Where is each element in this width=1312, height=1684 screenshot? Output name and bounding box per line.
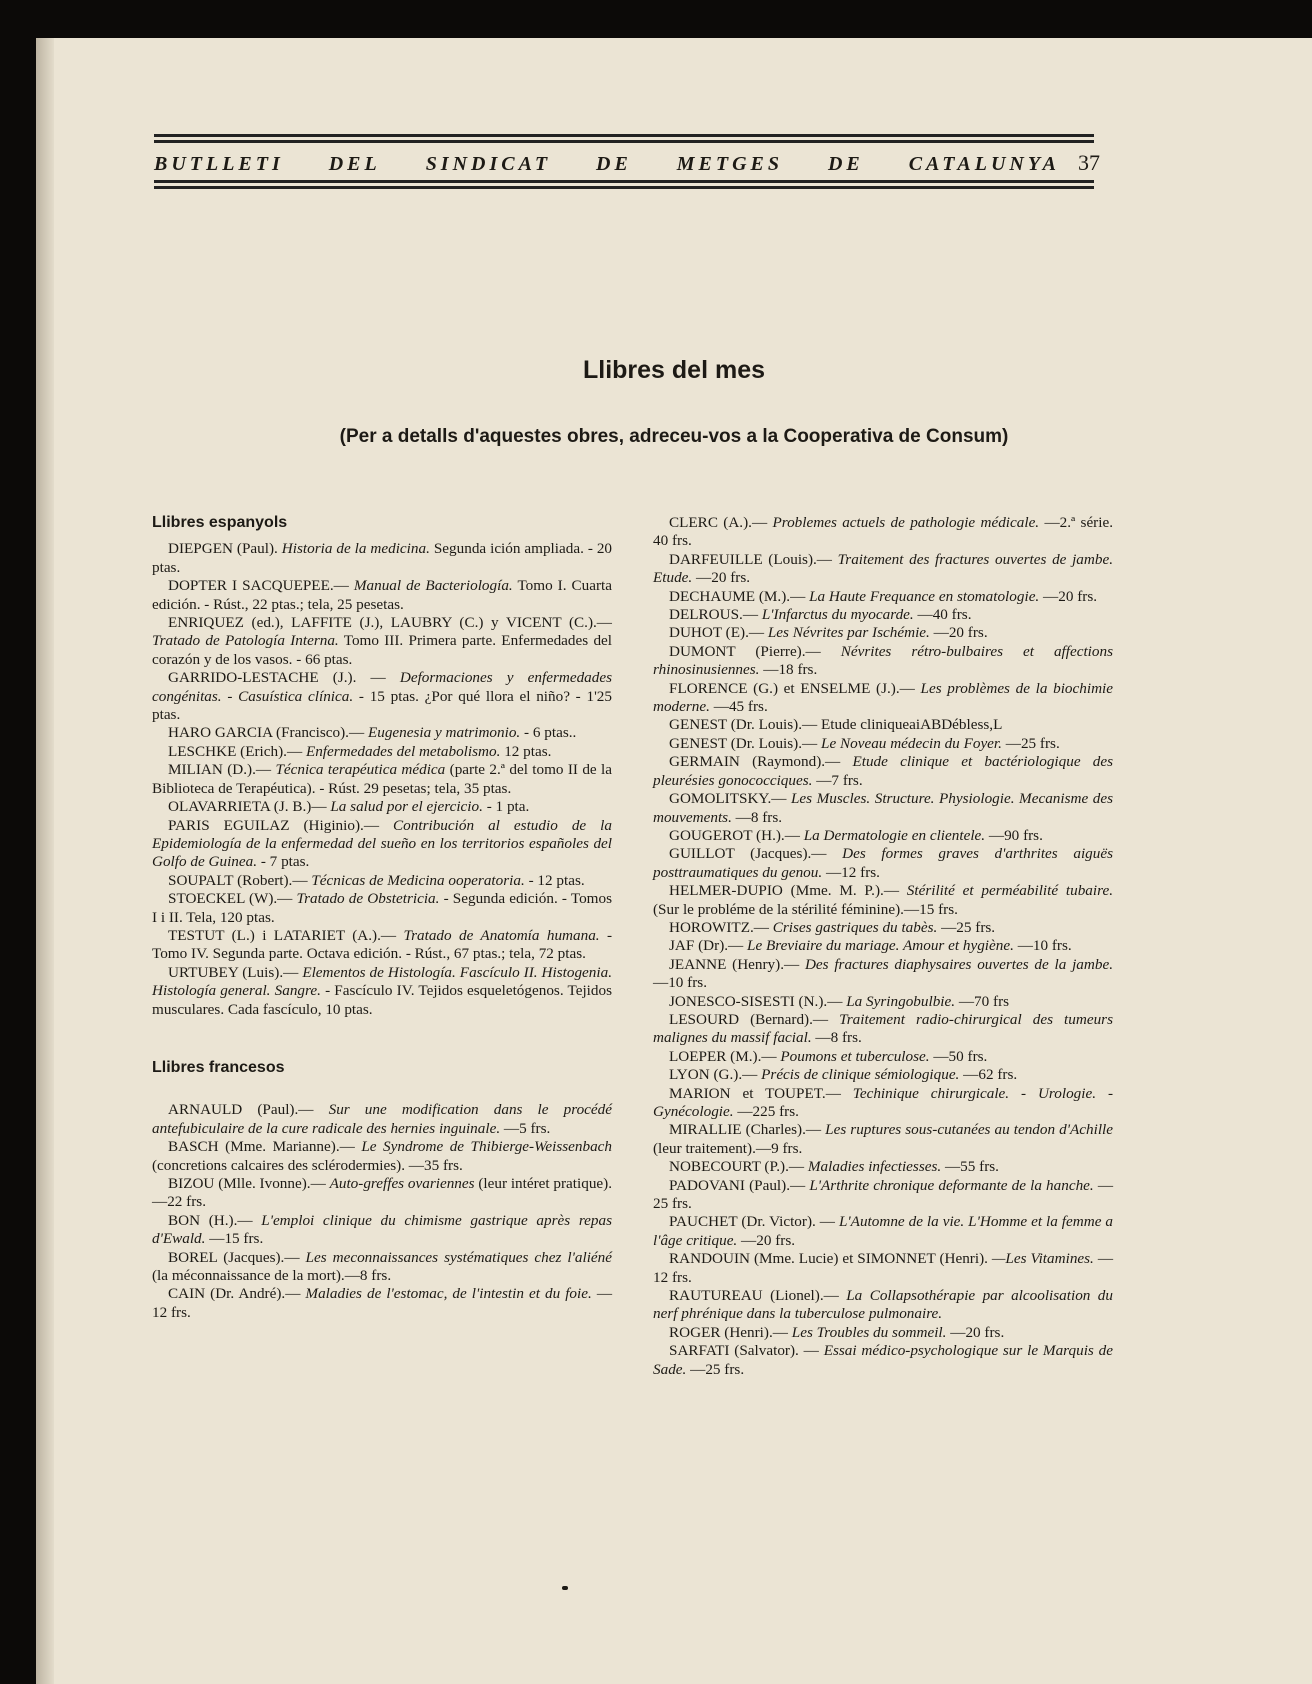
book-author: BON (H.).— — [168, 1211, 253, 1229]
book-author: GENEST (Dr. Louis).— — [669, 716, 818, 734]
book-details: - Fascículo IV. Tejidos esqueletógenos. Tejidos musculares. Cada fascículo, 10 ptas. — [152, 982, 612, 1018]
book-author: RAUTUREAU (Lionel).— — [669, 1287, 839, 1305]
book-author: LESOURD (Bernard).— — [669, 1010, 829, 1028]
book-entry — [152, 872, 612, 890]
book-details: (leur traitement).—9 frs. — [653, 1139, 803, 1157]
book-details: —15 frs. — [209, 1230, 264, 1248]
book-entry — [653, 882, 1113, 919]
book-author: MIRALLIE (Charles).— — [669, 1121, 822, 1139]
book-entry — [152, 1285, 612, 1322]
book-details: —25 frs. — [653, 1176, 1114, 1213]
spanish-book-list — [152, 540, 612, 1019]
book-details: (parte 2.ª del tomo II de la Biblioteca de Terapéutica). - Rúst. 29 pesetas; tela, 35 ptas. — [152, 761, 612, 797]
book-title: Des fractures diaphysaires ouvertes de la jambe. — [804, 955, 1113, 973]
book-entry — [653, 1158, 1113, 1176]
book-entry — [152, 669, 612, 724]
book-title: Elementos de Histología. Fascículo II. Histogenia. Histología general. Sangre. — [152, 963, 613, 1000]
book-entry — [653, 937, 1113, 955]
header-top-rules — [154, 134, 1094, 146]
book-entry — [152, 964, 612, 1019]
book-details: —2.ª série. 40 frs. — [653, 514, 1113, 550]
book-entry — [152, 890, 612, 927]
book-title: L'emploi clinique du chimisme gastrique après repas d'Ewald. — [152, 1211, 612, 1248]
book-details: —45 frs. — [713, 698, 768, 716]
book-details: —25 frs. — [1005, 734, 1060, 752]
book-details: —20 frs. — [741, 1231, 796, 1249]
running-header-word: DEL — [328, 153, 381, 175]
book-title: Essai médico-psychologique sur le Marquis de Sade. — [653, 1342, 1113, 1378]
book-details: - 6 ptas.. — [524, 724, 577, 742]
book-author: GOMOLITSKY.— — [669, 790, 787, 808]
book-title: Enfermedades del metabolismo. — [305, 742, 501, 760]
book-author: HARO GARCIA (Francisco).— — [168, 724, 365, 742]
book-title: Les Muscles. Structure. Physiologie. Mecanisme des mouvements. — [653, 790, 1114, 826]
book-author: HOROWITZ.— — [669, 918, 769, 936]
book-title: La salud por el ejercicio. — [330, 798, 483, 816]
book-title: Les Névrites par Ischémie. — [767, 624, 930, 642]
book-title: Técnica terapéutica médica — [275, 761, 446, 779]
book-author: MARION et TOUPET.— — [669, 1084, 841, 1102]
book-author: BOREL (Jacques).— — [168, 1248, 300, 1266]
book-entry — [653, 1121, 1113, 1158]
book-author: FLORENCE (G.) et ENSELME (J.).— — [669, 679, 915, 697]
book-author: LOEPER (M.).— — [669, 1047, 777, 1065]
book-author: NOBECOURT (P.).— — [669, 1158, 805, 1176]
book-entry — [653, 753, 1113, 790]
book-entry — [152, 1249, 612, 1286]
book-entry — [653, 1324, 1113, 1342]
book-entry — [653, 790, 1113, 827]
book-details: —20 frs. — [950, 1323, 1005, 1341]
book-details: —70 frs — [958, 992, 1010, 1010]
running-header-word: BUTLLETI — [154, 153, 284, 175]
book-author: LYON (G.).— — [669, 1066, 758, 1084]
book-author: PADOVANI (Paul).— — [669, 1176, 806, 1194]
book-author: PARIS EGUILAZ (Higinio).— — [168, 816, 380, 834]
book-title: Les Troubles du sommeil. — [791, 1323, 947, 1341]
book-entry — [653, 956, 1113, 993]
book-details: —18 frs. — [763, 661, 818, 679]
book-title: L'Arthrite chronique deformante de la hanche. — [809, 1176, 1094, 1194]
document-page — [36, 38, 1312, 1684]
book-author: JAF (Dr).— — [669, 937, 744, 955]
page-subtitle: (Per a detalls d'aquestes obres, adreceu-vos a la Cooperativa de Consum) — [339, 426, 1009, 447]
book-details: - 7 ptas. — [260, 853, 310, 871]
book-details: - Tomo IV. Segunda parte. Octava edición. - Rúst., 67 ptas.; tela, 72 ptas. — [152, 926, 613, 963]
book-details: —225 frs. — [737, 1103, 799, 1120]
book-details: —55 frs. — [944, 1158, 999, 1176]
book-entry — [152, 761, 612, 798]
book-entry — [653, 1177, 1113, 1214]
book-details: —12 frs. — [653, 1250, 1113, 1286]
book-title: Historia de la medicina. — [281, 540, 430, 558]
book-entry — [152, 927, 612, 964]
book-author: ROGER (Henri).— — [669, 1323, 788, 1341]
running-header — [154, 150, 1100, 176]
book-title: La Dermatologie en clientele. — [803, 826, 986, 844]
book-title: Problemes actuels de pathologie médicale. — [772, 514, 1040, 531]
book-title: Tratado de Patología Interna. — [152, 632, 339, 650]
book-author: GOUGEROT (H.).— — [669, 826, 800, 844]
book-entry — [653, 735, 1113, 753]
right-column — [653, 514, 1113, 1379]
book-details: —62 frs. — [963, 1066, 1018, 1084]
page-spine-shadow — [36, 38, 54, 1684]
book-title: Des formes graves d'arthrites aiguës posttraumatiques du genou. — [653, 845, 1114, 881]
book-entry — [653, 680, 1113, 717]
book-entry — [653, 1250, 1113, 1287]
book-details: (Sur le probléme de la stérilité féminine).—15 frs. — [653, 900, 958, 918]
book-author: SOUPALT (Robert).— — [168, 871, 308, 889]
book-details: - Segunda edición. - Tomos I i II. Tela, 120 ptas. — [152, 890, 612, 926]
running-header-word: SINDICAT — [425, 153, 552, 175]
book-entry — [152, 1212, 612, 1249]
book-entry — [152, 540, 612, 577]
book-title: Auto-greffes ovariennes — [329, 1175, 475, 1192]
book-author: DIEPGEN (Paul). — [168, 540, 278, 558]
book-title: Deformaciones y enfermedades congénitas. - Casuística clínica. — [152, 669, 612, 705]
book-details: —25 frs. — [690, 1360, 745, 1378]
book-title: Maladies de l'estomac, de l'intestin et du foie. — [305, 1285, 592, 1303]
book-entry — [653, 551, 1113, 588]
section-heading-french: Llibres francesos — [152, 1058, 285, 1076]
book-details: —40 frs. — [917, 606, 972, 624]
ink-speck — [562, 1586, 568, 1590]
book-details: —10 frs. — [653, 974, 707, 992]
book-details: —20 frs. — [1043, 587, 1098, 605]
book-title: Traitement des fractures ouvertes de jambe. Etude. — [653, 550, 1113, 587]
book-entry — [653, 1066, 1113, 1084]
book-details: —20 frs. — [696, 569, 751, 587]
book-author: CAIN (Dr. André).— — [168, 1285, 301, 1303]
book-title: Techinique chirurgicale. - Urologie. - Gynécologie. — [653, 1084, 1113, 1120]
book-entry — [653, 1011, 1113, 1048]
book-details: Segunda ición ampliada. - 20 ptas. — [152, 540, 613, 576]
book-author: GERMAIN (Raymond).— — [669, 753, 841, 771]
book-details: (la méconnaissance de la mort).—8 frs. — [152, 1267, 392, 1285]
book-author: OLAVARRIETA (J. B.)— — [168, 798, 327, 816]
book-title: Poumons et tuberculose. — [780, 1047, 930, 1065]
book-title: Técnicas de Medicina ooperatoria. — [311, 871, 525, 889]
book-author: DECHAUME (M.).— — [669, 587, 806, 605]
book-title: Les problèmes de la biochimie moderne. — [653, 679, 1114, 716]
book-author: GENEST (Dr. Louis).— — [669, 734, 818, 752]
book-title: Manual de Bacteriología. — [353, 577, 513, 595]
book-title: Le Syndrome de Thibierge-Weissenbach — [361, 1138, 612, 1156]
book-details: —90 frs. — [988, 826, 1043, 844]
book-entry — [152, 724, 612, 742]
book-entry — [653, 643, 1113, 680]
book-author: JEANNE (Henry).— — [669, 955, 800, 973]
book-title: Stérilité et perméabilité tubaire. — [906, 882, 1113, 900]
book-entry — [152, 743, 612, 761]
book-entry — [653, 588, 1113, 606]
book-entry — [653, 514, 1113, 551]
book-title: Névrites rétro-bulbaires et affections rhinosinusiennes. — [653, 642, 1114, 679]
book-entry — [653, 606, 1113, 624]
running-header-title — [154, 153, 1078, 176]
book-title: Les meconnaissances systématiques chez l'aliéné — [305, 1248, 612, 1266]
french-book-list-part2 — [653, 514, 1113, 1379]
book-title: Traitement radio-chirurgical des tumeurs malignes du massif facial. — [653, 1010, 1113, 1047]
book-entry — [152, 1175, 612, 1212]
book-title: Tratado de Anatomía humana. — [403, 926, 600, 944]
book-entry — [152, 1101, 612, 1138]
book-details: —8 frs. — [815, 1029, 862, 1047]
book-author: DUHOT (E).— — [669, 624, 765, 642]
book-entry — [653, 845, 1113, 882]
book-entry — [152, 798, 612, 816]
book-author: PAUCHET (Dr. Victor). — — [669, 1213, 835, 1231]
book-author: DARFEUILLE (Louis).— — [669, 550, 832, 568]
book-author: URTUBEY (Luis).— — [168, 963, 299, 981]
header-bottom-rules — [154, 180, 1094, 192]
book-title: Etude clinique et bactériologique des pleurésies gonococciques. — [653, 753, 1114, 789]
book-details: 12 ptas. — [504, 742, 552, 760]
book-author: SARFATI (Salvator). — — [669, 1342, 819, 1360]
book-entry — [152, 614, 612, 669]
running-header-word: METGES — [676, 153, 784, 175]
book-author: RANDOUIN (Mme. Lucie) et SIMONNET (Henri). — [669, 1250, 988, 1268]
book-title: L'Automne de la vie. L'Homme et la femme a l'âge critique. — [653, 1213, 1114, 1249]
book-title: Eugenesia y matrimonio. — [367, 724, 521, 742]
book-title: La Syringobulbie. — [846, 992, 956, 1010]
book-author: ENRIQUEZ (ed.), LAFFITE (J.), LAUBRY (C.) y VICENT (C.).— — [168, 614, 612, 632]
book-title: Tratado de Obstetricia. — [296, 890, 440, 908]
book-details: - 15 ptas. ¿Por qué llora el niño? - 1'25 ptas. — [152, 687, 612, 724]
book-details: (leur intéret pratique).—22 frs. — [152, 1175, 613, 1211]
book-entry — [152, 817, 612, 872]
book-author: BASCH (Mme. Marianne).— — [168, 1138, 355, 1156]
book-title: Crises gastriques du tabès. — [772, 918, 938, 936]
book-entry — [152, 577, 612, 614]
page-title: Llibres del mes — [582, 356, 766, 384]
book-entry — [653, 1287, 1113, 1324]
book-entry — [653, 919, 1113, 937]
book-title: Les ruptures sous-cutanées au tendon d'Achille — [825, 1121, 1113, 1139]
book-details: —25 frs. — [941, 918, 996, 936]
book-title: Le Breviaire du mariage. Amour et hygiène. — [747, 937, 1014, 955]
book-title: La Collapsothérapie par alcoolisation du nerf phrénique dans la tuberculose pulmonaire. — [653, 1287, 1113, 1323]
book-entry — [653, 1213, 1113, 1250]
running-header-word: DE — [596, 153, 632, 175]
book-details: —5 frs. — [503, 1119, 551, 1137]
book-details: - 1 pta. — [486, 798, 530, 816]
book-author: STOECKEL (W).— — [168, 890, 293, 908]
left-column — [152, 514, 612, 1322]
french-book-list-part1 — [152, 1101, 612, 1322]
book-author: GARRIDO-LESTACHE (J.). — — [168, 669, 386, 687]
book-details: Tomo III. Primera parte. Enfermedades del corazón y de los vasos. - 66 ptas. — [152, 632, 612, 668]
book-author: ARNAULD (Paul).— — [168, 1101, 314, 1119]
book-author: LESCHKE (Erich).— — [168, 742, 303, 760]
book-details: —12 frs. — [152, 1285, 612, 1321]
book-details: - 12 ptas. — [528, 871, 585, 889]
book-title: Maladies infectiesses. — [807, 1158, 942, 1176]
book-details: —7 frs. — [816, 771, 863, 789]
book-title: Le Noveau médecin du Foyer. — [821, 734, 1002, 752]
book-title: —Les Vitamines. — [991, 1250, 1094, 1268]
section-heading-spanish: Llibres espanyols — [152, 514, 288, 531]
book-details: Tomo I. Cuarta edición. - Rúst., 22 ptas.; tela, 25 pesetas. — [152, 577, 612, 613]
book-author: DOPTER I SACQUEPEE.— — [168, 577, 349, 595]
book-title: Précis de clinique sémiologique. — [761, 1066, 960, 1084]
book-author: JONESCO-SISESTI (N.).— — [669, 992, 843, 1010]
book-title: Sur une modification dans le procédé antefubiculaire de la cure radicale des hernies inguinale. — [152, 1101, 612, 1137]
book-entry — [653, 1342, 1113, 1379]
book-details: —20 frs. — [933, 624, 988, 642]
book-entry — [653, 1048, 1113, 1066]
book-details: —12 frs. — [825, 863, 880, 881]
book-author: BIZOU (Mlle. Ivonne).— — [168, 1175, 326, 1192]
book-author: GUILLOT (Jacques).— — [669, 845, 827, 863]
running-header-word: CATALUNYA — [908, 153, 1060, 175]
book-entry — [152, 1138, 612, 1175]
page-number: 37 — [1078, 150, 1100, 175]
book-author: TESTUT (L.) i LATARIET (A.).— — [168, 926, 397, 944]
book-entry — [653, 827, 1113, 845]
book-details: —8 frs. — [735, 808, 783, 826]
book-details: —10 frs. — [1017, 937, 1072, 955]
book-author: DELROUS.— — [669, 606, 759, 624]
book-author: HELMER-DUPIO (Mme. M. P.).— — [669, 882, 900, 900]
book-details: Etude cliniqueaiABDébless,L — [821, 716, 1003, 734]
book-author: DUMONT (Pierre).— — [669, 642, 821, 660]
book-details: (concretions calcaires des sclérodermies). —35 frs. — [152, 1156, 463, 1174]
book-title: La Haute Frequance en stomatologie. — [809, 587, 1040, 605]
book-author: CLERC (A.).— — [669, 514, 768, 531]
book-entry — [653, 1085, 1113, 1122]
book-details: —50 frs. — [933, 1047, 988, 1065]
running-header-word: DE — [827, 153, 864, 175]
book-entry — [653, 624, 1113, 642]
book-title: Contribución al estudio de la Epidemiología de la enfermedad del sueño en los territorios españoles del Golfo de Guinea. — [152, 816, 612, 871]
book-author: MILIAN (D.).— — [168, 761, 272, 779]
book-entry — [653, 716, 1113, 734]
book-entry — [653, 993, 1113, 1011]
book-title: L'Infarctus du myocarde. — [761, 606, 914, 624]
